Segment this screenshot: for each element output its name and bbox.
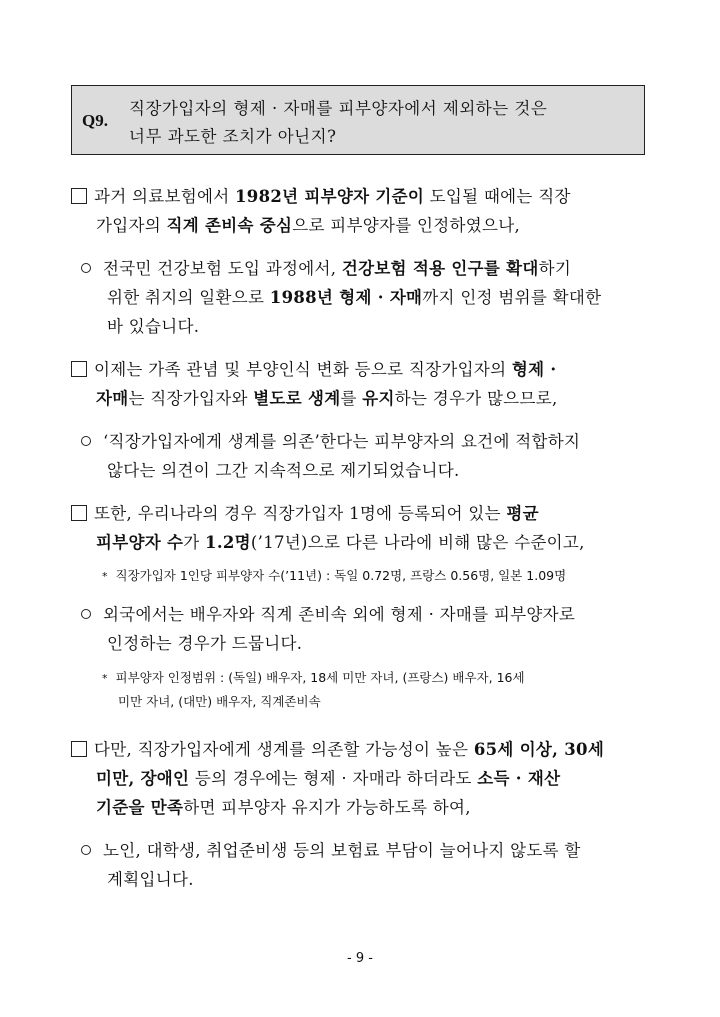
section-3-sub-line-1: 외국에서는 배우자와 직계 존비속 외에 형제 · 자매를 피부양자로	[81, 601, 575, 625]
checkbox-square-icon	[71, 361, 87, 377]
section-1-sub-line-1: 전국민 건강보험 도입 과정에서, 건강보험 적용 인구를 확대하기	[81, 255, 571, 279]
bullet-circle-icon	[81, 263, 91, 273]
bullet-circle-icon	[81, 845, 91, 855]
checkbox-square-icon	[71, 505, 87, 521]
section-1-line-1: 과거 의료보험에서 1982년 피부양자 기준이 도입될 때에는 직장	[71, 183, 571, 207]
footnote-2-line-2: 미만 자녀, (대만) 배우자, 직계존비속	[118, 694, 321, 709]
bullet-circle-icon	[81, 609, 91, 619]
section-3-line-2: 피부양자 수가 1.2명(’17년)으로 다른 나라에 비해 많은 수준이고,	[96, 533, 585, 552]
section-1-line-2: 가입자의 직계 존비속 중심으로 피부양자를 인정하였으나,	[96, 216, 521, 235]
question-text	[129, 95, 547, 151]
bullet-circle-icon	[81, 436, 91, 446]
checkbox-square-icon	[71, 188, 87, 204]
question-line-2: 너무 과도한 조치가 아닌지?	[129, 127, 337, 146]
section-1-sub-line-2: 위한 취지의 일환으로 1988년 형제 · 자매까지 인정 범위를 확대한	[107, 288, 602, 307]
question-label: Q9.	[82, 111, 108, 130]
section-4-line-3: 기준을 만족하면 피부양자 유지가 가능하도록 하여,	[96, 798, 471, 817]
section-2-line-2: 자매는 직장가입자와 별도로 생계를 유지하는 경우가 많으므로,	[96, 389, 558, 408]
checkbox-square-icon	[71, 741, 87, 757]
section-1-sub-line-3: 바 있습니다.	[107, 317, 200, 336]
section-2-sub-line-2: 않다는 의견이 그간 지속적으로 제기되었습니다.	[107, 461, 460, 480]
section-4-line-1: 다만, 직장가입자에게 생계를 의존할 가능성이 높은 65세 이상, 30세	[71, 736, 604, 760]
question-box	[71, 85, 645, 155]
section-4-line-2: 미만, 장애인 등의 경우에는 형제 · 자매라 하더라도 소득 · 재산	[96, 769, 561, 788]
section-3-sub-line-2: 인정하는 경우가 드뭅니다.	[107, 634, 303, 653]
section-4-sub-line-1: 노인, 대학생, 취업준비생 등의 보험료 부담이 늘어나지 않도록 할	[81, 837, 581, 861]
question-line-1: 직장가입자의 형제 · 자매를 피부양자에서 제외하는 것은	[129, 99, 548, 118]
section-4-sub-line-2: 계획입니다.	[107, 870, 194, 889]
section-2-line-1: 이제는 가족 관념 및 부양인식 변화 등으로 직장가입자의 형제 ·	[71, 356, 556, 380]
section-3-line-1: 또한, 우리나라의 경우 직장가입자 1명에 등록되어 있는 평균	[71, 500, 539, 524]
footnote-1: * 직장가입자 1인당 피부양자 수(’11년) : 독일 0.72명, 프랑스 0.56명, 일본 1.09명	[102, 568, 567, 583]
section-2-sub-line-1: ‘직장가입자에게 생계를 의존’한다는 피부양자의 요건에 적합하지	[81, 428, 580, 452]
page-number: - 9 -	[347, 951, 373, 966]
footnote-2-line-1: * 피부양자 인정범위 : (독일) 배우자, 18세 미만 자녀, (프랑스) 배우자, 16세	[102, 670, 525, 685]
